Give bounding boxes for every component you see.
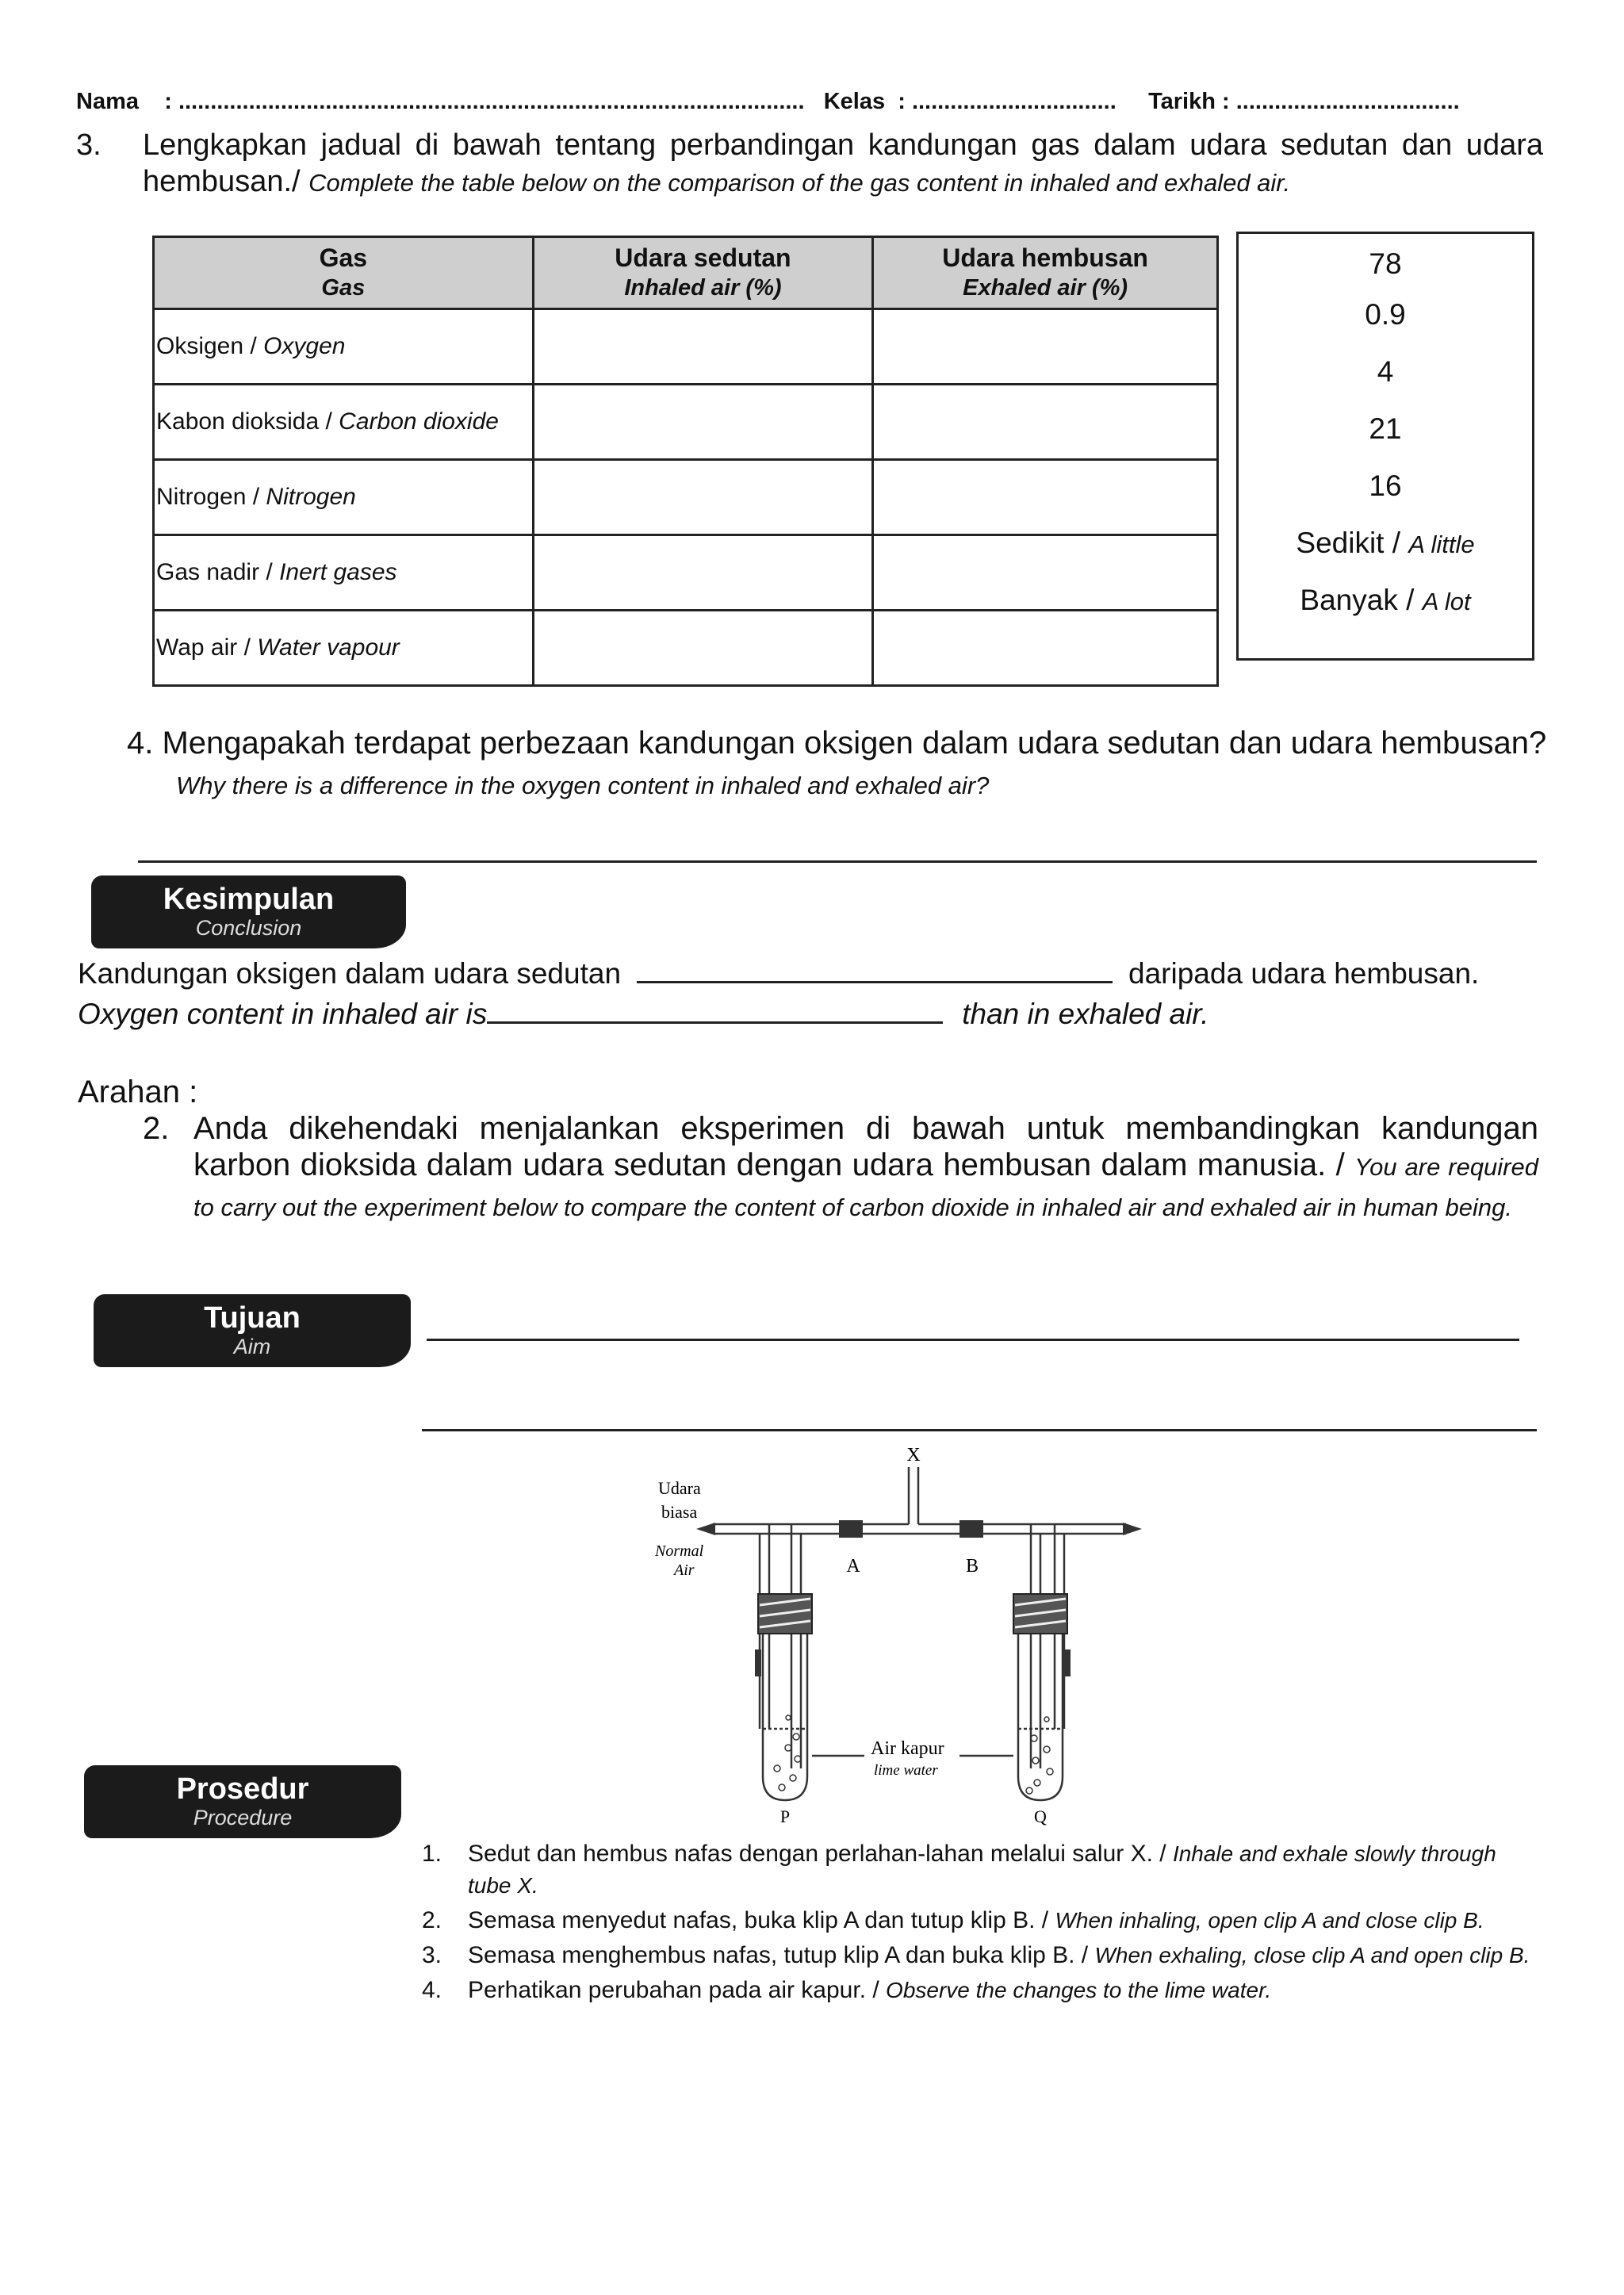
gas-comparison-table	[152, 236, 1219, 687]
instruction-2	[143, 1110, 1538, 1228]
table-row	[154, 535, 1218, 611]
procedure-label: Prosedur Procedure	[84, 1765, 401, 1838]
experiment-apparatus-diagram	[626, 1435, 1150, 1848]
header-exhaled: Udara hembusan Exhaled air (%)	[873, 237, 1218, 309]
aim-label: Tujuan Aim	[94, 1294, 411, 1367]
question-4-text-en: Why there is a difference in the oxygen content in inhaled and exhaled air?	[176, 772, 990, 799]
exhaled-answer-cell[interactable]	[873, 535, 1218, 611]
label-udara: Udara	[658, 1478, 701, 1498]
inhaled-answer-cell[interactable]	[533, 460, 873, 535]
exhaled-answer-cell[interactable]	[873, 611, 1218, 686]
gas-name-cell: Gas nadir / Inert gases	[154, 535, 534, 611]
exhaled-answer-cell[interactable]	[873, 460, 1218, 535]
option-0-9: 0.9	[1365, 298, 1406, 331]
date-label: Tarikh	[1148, 89, 1216, 114]
exhaled-answer-cell[interactable]	[873, 385, 1218, 460]
instruction-text-en: You are required to carry out the experiment below to compare the content of carbon dioxide in inhaled air and exhaled air in human being.	[193, 1153, 1538, 1221]
table-row	[154, 309, 1218, 385]
label-q: Q	[1034, 1806, 1047, 1826]
gas-name-cell: Oksigen / Oxygen	[154, 309, 534, 385]
question-text-ms: Lengkapkan jadual di bawah tentang perbandingan kandungan gas dalam udara sedutan dan udara hembusan./	[143, 128, 1543, 198]
procedure-step: 4. Perhatikan perubahan pada air kapur. / Observe the changes to the lime water.	[422, 1977, 1272, 2003]
gas-name-cell: Nitrogen / Nitrogen	[154, 460, 534, 535]
inhaled-answer-cell[interactable]	[533, 309, 873, 385]
label-b: B	[965, 1556, 979, 1577]
label-normal: Normal	[655, 1542, 704, 1560]
table-row	[154, 460, 1218, 535]
inhaled-answer-cell[interactable]	[533, 385, 873, 460]
question-3	[76, 127, 1543, 201]
class-label: Kelas	[823, 89, 886, 114]
label-air-kapur: Air kapur	[871, 1738, 944, 1759]
procedure-step: 1. Sedut dan hembus nafas dengan perlahan-lahan melalui salur X. / Inhale and exhale slowly through tube X.	[422, 1841, 1496, 1898]
question-number: 3.	[76, 128, 102, 162]
arrow-left-icon	[696, 1523, 715, 1535]
aim-answer-line-1[interactable]	[427, 1339, 1519, 1341]
header-inhaled: Udara sedutan Inhaled air (%)	[533, 237, 873, 309]
table-row	[154, 385, 1218, 460]
instruction-number: 2.	[143, 1111, 170, 1146]
arahan-heading: Arahan :	[78, 1075, 198, 1109]
inhaled-answer-cell[interactable]	[533, 611, 873, 686]
holder-right	[1064, 1649, 1071, 1676]
clip-b	[959, 1520, 983, 1538]
gas-name-cell: Kabon dioksida / Carbon dioxide	[154, 385, 534, 460]
procedure-steps	[422, 1838, 1540, 2010]
label-lime-water: lime water	[874, 1762, 938, 1779]
label-x: X	[906, 1445, 921, 1466]
exhaled-answer-cell[interactable]	[873, 309, 1218, 385]
conclusion-answer-blank-ms[interactable]	[637, 978, 1113, 983]
conclusion-sentence-ms: Kandungan oksigen dalam udara sedutan daripada udara hembusan.	[78, 957, 1480, 990]
option-4: 4	[1377, 355, 1394, 388]
option-a-little: Sedikit / A little	[1296, 527, 1475, 559]
student-info-header: Nama : .................................................................................................. Kelas : ................................ Tarikh : ...................................	[76, 89, 1460, 114]
label-air: Air	[674, 1561, 695, 1579]
label-biasa: biasa	[661, 1502, 698, 1522]
header-gas: Gas Gas	[154, 237, 534, 309]
aim-answer-line-2[interactable]	[422, 1429, 1537, 1431]
inhaled-answer-cell[interactable]	[533, 535, 873, 611]
table-row	[154, 611, 1218, 686]
table-header-row	[154, 237, 1218, 309]
conclusion-answer-blank-en[interactable]	[487, 1018, 943, 1024]
question-text-en: Complete the table below on the comparison of the gas content in inhaled and exhaled air.	[308, 169, 1291, 197]
clip-a	[839, 1520, 863, 1538]
gas-name-cell: Wap air / Water vapour	[154, 611, 534, 686]
answer-options-box	[1236, 232, 1534, 661]
option-78: 78	[1369, 247, 1402, 280]
name-label: Nama	[76, 89, 139, 114]
option-a-lot: Banyak / A lot	[1300, 584, 1471, 616]
conclusion-sentence-en: Oxygen content in inhaled air is than in exhaled air.	[78, 998, 1209, 1030]
q4-answer-line[interactable]	[138, 860, 1537, 863]
arrow-right-icon	[1123, 1523, 1142, 1535]
label-p: P	[779, 1806, 791, 1826]
procedure-step: 3. Semasa menghembus nafas, tutup klip A dan buka klip B. / When exhaling, close clip A and open clip B.	[422, 1942, 1530, 1968]
instruction-text-ms: Anda dikehendaki menjalankan eksperimen di bawah untuk membandingkan kandungan karbon dioksida dalam udara sedutan dengan udara hembusan dalam manusia. /	[193, 1111, 1538, 1182]
option-16: 16	[1369, 469, 1402, 502]
procedure-step: 2. Semasa menyedut nafas, buka klip A dan tutup klip B. / When inhaling, open clip A and close clip B.	[422, 1907, 1484, 1933]
question-4-text: 4. Mengapakah terdapat perbezaan kandungan oksigen dalam udara sedutan dan udara hembusan?	[127, 726, 1547, 761]
label-a: A	[846, 1556, 860, 1577]
conclusion-label: Kesimpulan Conclusion	[91, 875, 406, 948]
holder-left	[755, 1649, 761, 1676]
option-21: 21	[1369, 412, 1402, 445]
